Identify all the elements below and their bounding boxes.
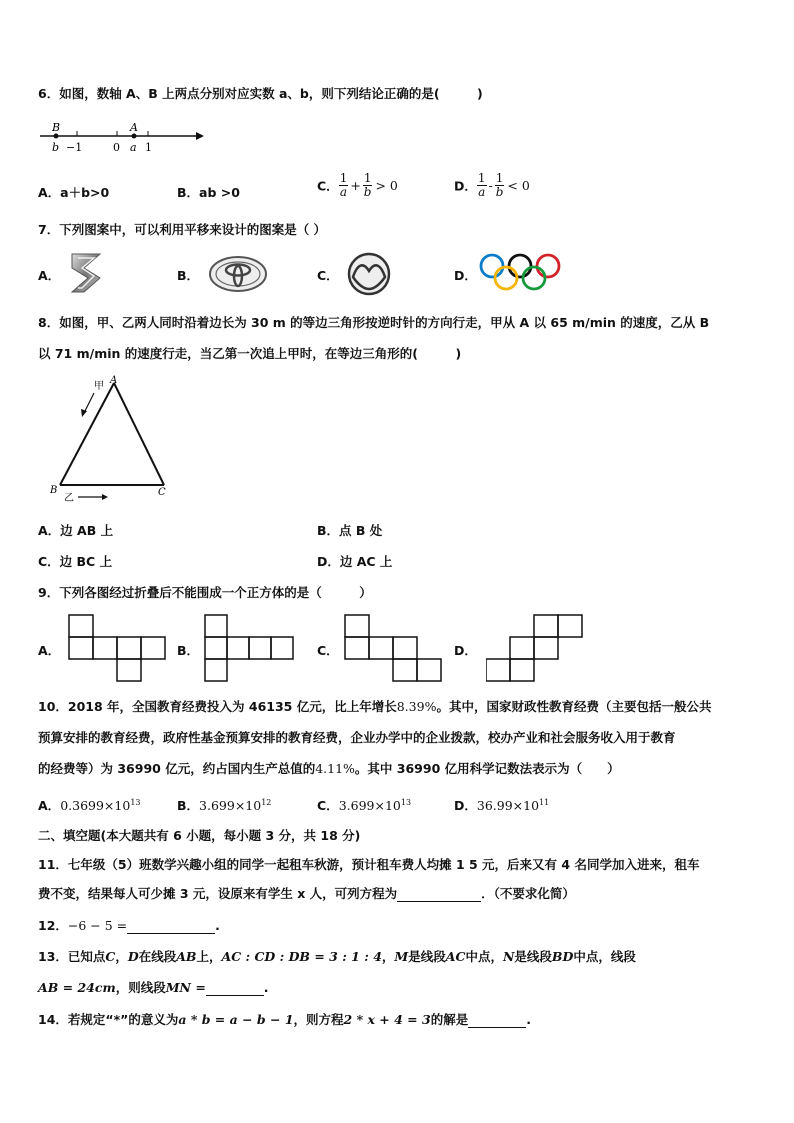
q6-option-a: A．a＋b>0: [38, 185, 110, 200]
q8-option-c: C．边 BC 上: [38, 554, 113, 569]
q14: 14．若规定“*”的意义为a * b = a − b − 1，则方程2 * x + 4 = 3的解是 .: [38, 1012, 531, 1027]
q10-line3: 的经费等）为 36990 亿元，约占国内生产总值的4.11%。其中 36990 亿用科学记数法表示为（ ）: [38, 761, 620, 776]
q10-option-d: D．$36.99\times 10^{11}$: [454, 797, 550, 813]
q9-label-d: D．: [454, 643, 477, 658]
svg-text:A: A: [110, 375, 118, 386]
q9-label-b: B．: [177, 643, 200, 658]
svg-text:甲: 甲: [94, 381, 104, 392]
label-minus1: −1: [66, 141, 83, 154]
svg-text:C: C: [158, 487, 166, 498]
section-2-heading: 二、填空题(本大题共有 6 小题，每小题 3 分，共 18 分): [38, 828, 361, 843]
label-one: 1: [145, 141, 152, 154]
net-a-figure: [68, 614, 168, 684]
olympic-rings-icon: [478, 251, 564, 293]
q11-answer-blank[interactable]: [397, 887, 481, 902]
q10-line1: 10．2018 年，全国教育经费投入为 46135 亿元，比上年增长8.39%。其中，国家财政性教育经费（主要包括一般公共: [38, 699, 712, 714]
label-B: B: [52, 121, 61, 134]
svg-text:乙: 乙: [64, 493, 74, 504]
q7-label-d: D．: [454, 268, 477, 283]
q12-answer-blank[interactable]: [127, 919, 215, 934]
label-A: A: [130, 121, 138, 134]
label-zero: 0: [113, 141, 120, 154]
q13-line2: AB = 24cm，则线段MN = .: [38, 980, 269, 995]
q6-option-b: B．ab >0: [177, 185, 240, 200]
net-d-figure: [486, 614, 586, 684]
q9-stem: 9．下列各图经过折叠后不能围成一个正方体的是（ ）: [38, 585, 372, 600]
point-a: [132, 134, 137, 139]
label-b: b: [52, 141, 60, 154]
q6-stem: 6．如图，数轴 A、B 上两点分别对应实数 a、b，则下列结论正确的是( ): [38, 86, 483, 101]
q9-label-c: C．: [317, 643, 339, 658]
q13-answer-blank[interactable]: [206, 981, 264, 996]
q6-option-c: C． $\frac{1}{a}$ + $\frac{1}{b}$ > 0: [317, 171, 398, 199]
toyota-logo-icon: [208, 254, 268, 294]
net-b-figure: [204, 614, 300, 684]
q8-line2: 以 71 m/min 的速度行走，当乙第一次追上甲时，在等边三角形的( ): [38, 346, 462, 361]
q6-number-line: [36, 118, 206, 158]
q8-option-d: D．边 AC 上: [317, 554, 393, 569]
q10-option-a: A．$0.3699\times 10^{13}$: [38, 797, 141, 813]
q11-line1: 11．七年级（5）班数学兴趣小组的同学一起租车秋游，预计租车费人均摊 1 5 元，后来又有 4 名同学加入进来，租车: [38, 857, 700, 872]
q12: 12．−6 − 5 = .: [38, 918, 220, 933]
label-a: a: [130, 141, 137, 154]
net-c-figure: [344, 614, 444, 684]
mazda-logo-icon: [345, 251, 393, 297]
q8-option-a: A．边 AB 上: [38, 523, 114, 538]
q11-line2: 费不变，结果每人可少摊 3 元，设原来有学生 x 人，可列方程为 ．（不要求化简）: [38, 886, 575, 901]
arrow-jia: [84, 393, 94, 413]
q7-label-c: C．: [317, 268, 339, 283]
q10-option-c: C．$3.699\times 10^{13}$: [317, 797, 412, 813]
q10-line2: 预算安排的教育经费，政府性基金预算安排的教育经费，企业办学中的企业拨款，校办产业和社会服务收入用于教育: [38, 730, 676, 745]
point-b: [54, 134, 59, 139]
q7-label-b: B．: [177, 268, 200, 283]
svg-text:B: B: [50, 485, 58, 496]
q7-stem: 7．下列图案中，可以利用平移来设计的图案是（ ）: [38, 222, 327, 237]
suzuki-logo-icon: [64, 250, 108, 296]
q13-line1: 13．已知点C，D在线段AB上，AC : CD : DB = 3 : 1 : 4，M是线段AC中点，N是线段BD中点，线段: [38, 949, 636, 964]
q6-option-d: D． $\frac{1}{a}$ - $\frac{1}{b}$ < 0: [454, 171, 530, 199]
q8-triangle-figure: [44, 373, 176, 507]
q8-option-b: B．点 B 处: [317, 523, 383, 538]
q9-label-a: A．: [38, 643, 61, 658]
q7-label-a: A．: [38, 268, 61, 283]
q14-answer-blank[interactable]: [468, 1013, 526, 1028]
q8-line1: 8．如图，甲、乙两人同时沿着边长为 30 m 的等边三角形按逆时针的方向行走，甲从 A 以 65 m/min 的速度，乙从 B: [38, 315, 710, 330]
q10-option-b: B．$3.699\times 10^{12}$: [177, 797, 272, 813]
